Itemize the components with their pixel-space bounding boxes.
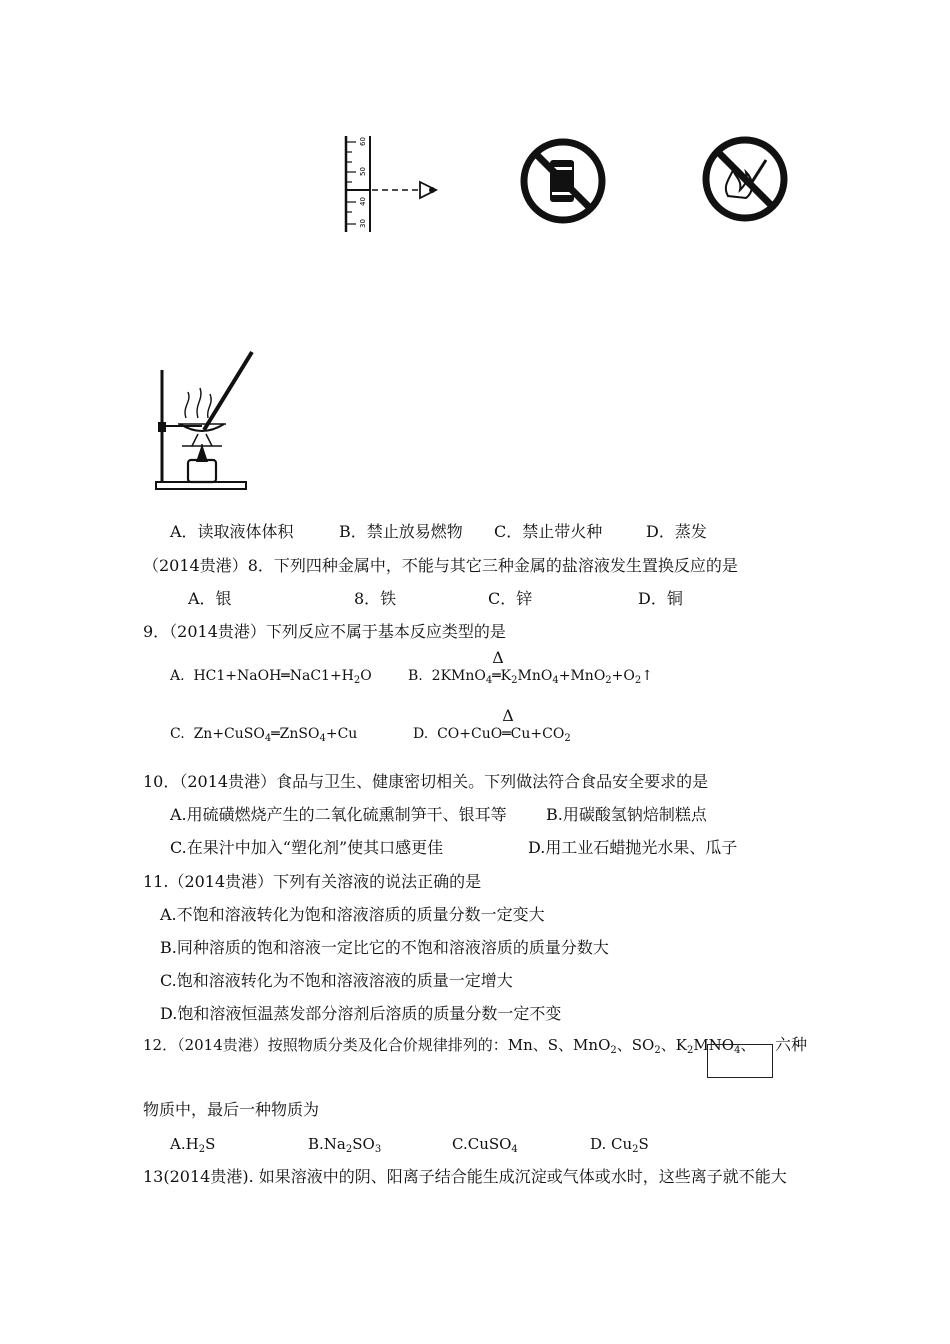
q7-option-b: B．禁止放易燃物 — [339, 522, 463, 541]
q11-option-a: A.不饱和溶液转化为饱和溶液溶质的质量分数一定变大 — [160, 905, 545, 924]
q12-stem: 12．（2014贵港）按照物质分类及化合价规律排列的：Mn、S、MnO$_2$、$SO_2$、$K_2MNO_4$、 — [143, 1036, 756, 1056]
q8-stem: （2014贵港）8．下列四种金属中，不能与其它三种金属的盐溶液发生置换反应的是 — [143, 556, 738, 575]
cylinder-tick-60: 60 — [359, 137, 367, 146]
q10-stem: 10．（2014贵港）食品与卫生、健康密切相关。下列做法符合食品安全要求的是 — [143, 772, 709, 791]
q13-stem: 13(2014贵港). 如果溶液中的阴、阳离子结合能生成沉淀或气体或水时，这些离子就不能大 — [143, 1167, 787, 1186]
q11-option-c: C.饱和溶液转化为不饱和溶液溶液的质量一定增大 — [160, 971, 513, 990]
q8-option-a: A．银 — [188, 589, 232, 608]
q11-option-b: B.同种溶质的饱和溶液一定比它的不饱和溶液溶质的质量分数大 — [160, 938, 609, 957]
q9-option-d: D. CO+CuO Δ $═Cu+CO_2$ — [413, 706, 571, 744]
q9-option-c: C. Zn+CuSO$_4$═ZnSO$_4$+Cu — [170, 726, 358, 744]
q12-line2: 物质中，最后一种物质为 — [143, 1100, 320, 1119]
q7-option-d: D．蒸发 — [646, 522, 707, 541]
q8-option-b: 8．铁 — [354, 589, 397, 608]
q8-option-c: C．锌 — [488, 589, 533, 608]
q11-stem: 11.（2014贵港）下列有关溶液的说法正确的是 — [143, 872, 482, 891]
q7-option-c: C．禁止带火种 — [494, 522, 603, 541]
answer-blank-box — [707, 1044, 773, 1078]
q12-option-a: $A.H_2S$ — [170, 1135, 216, 1155]
q10-option-b: B.用碳酸氢钠焙制糕点 — [546, 805, 707, 824]
q8-option-d: D．铜 — [638, 589, 683, 608]
q10-option-c: C.在果汁中加入“塑化剂”使其口感更佳 — [170, 838, 444, 857]
q7-option-a: A．读取液体体积 — [170, 522, 294, 541]
q10-option-a: A.用硫磺燃烧产生的二氧化硫熏制笋干、银耳等 — [170, 805, 507, 824]
q9-option-a: A. $HC1+NaOH═NaC1+H_2O$ — [170, 668, 372, 686]
q12-stem-end: 六种 — [775, 1035, 808, 1054]
no-fire-sign-icon — [700, 134, 790, 224]
q10-option-d: D.用工业石蜡抛光水果、瓜子 — [528, 838, 738, 857]
q12-option-c: C.CuSO$_4$ — [452, 1135, 518, 1155]
q12-option-b: $B.Na_2SO_3$ — [308, 1135, 382, 1155]
q9-stem: 9．（2014贵港）下列反应不属于基本反应类型的是 — [143, 622, 506, 641]
no-flammables-sign-icon — [518, 136, 608, 226]
cylinder-tick-50: 50 — [359, 167, 367, 176]
cylinder-tick-40: 40 — [359, 197, 367, 206]
graduated-cylinder-figure — [340, 132, 450, 237]
q9-option-b: B. 2KMnO$_4$ Δ $═K_2MnO_4+MnO_2+O_2↑$ — [408, 648, 653, 686]
q12-option-d: D. $Cu_2S$ — [590, 1135, 649, 1155]
evaporation-apparatus-figure — [152, 348, 252, 493]
cylinder-tick-30: 30 — [359, 219, 367, 228]
q11-option-d: D.饱和溶液恒温蒸发部分溶剂后溶质的质量分数一定不变 — [160, 1004, 562, 1023]
